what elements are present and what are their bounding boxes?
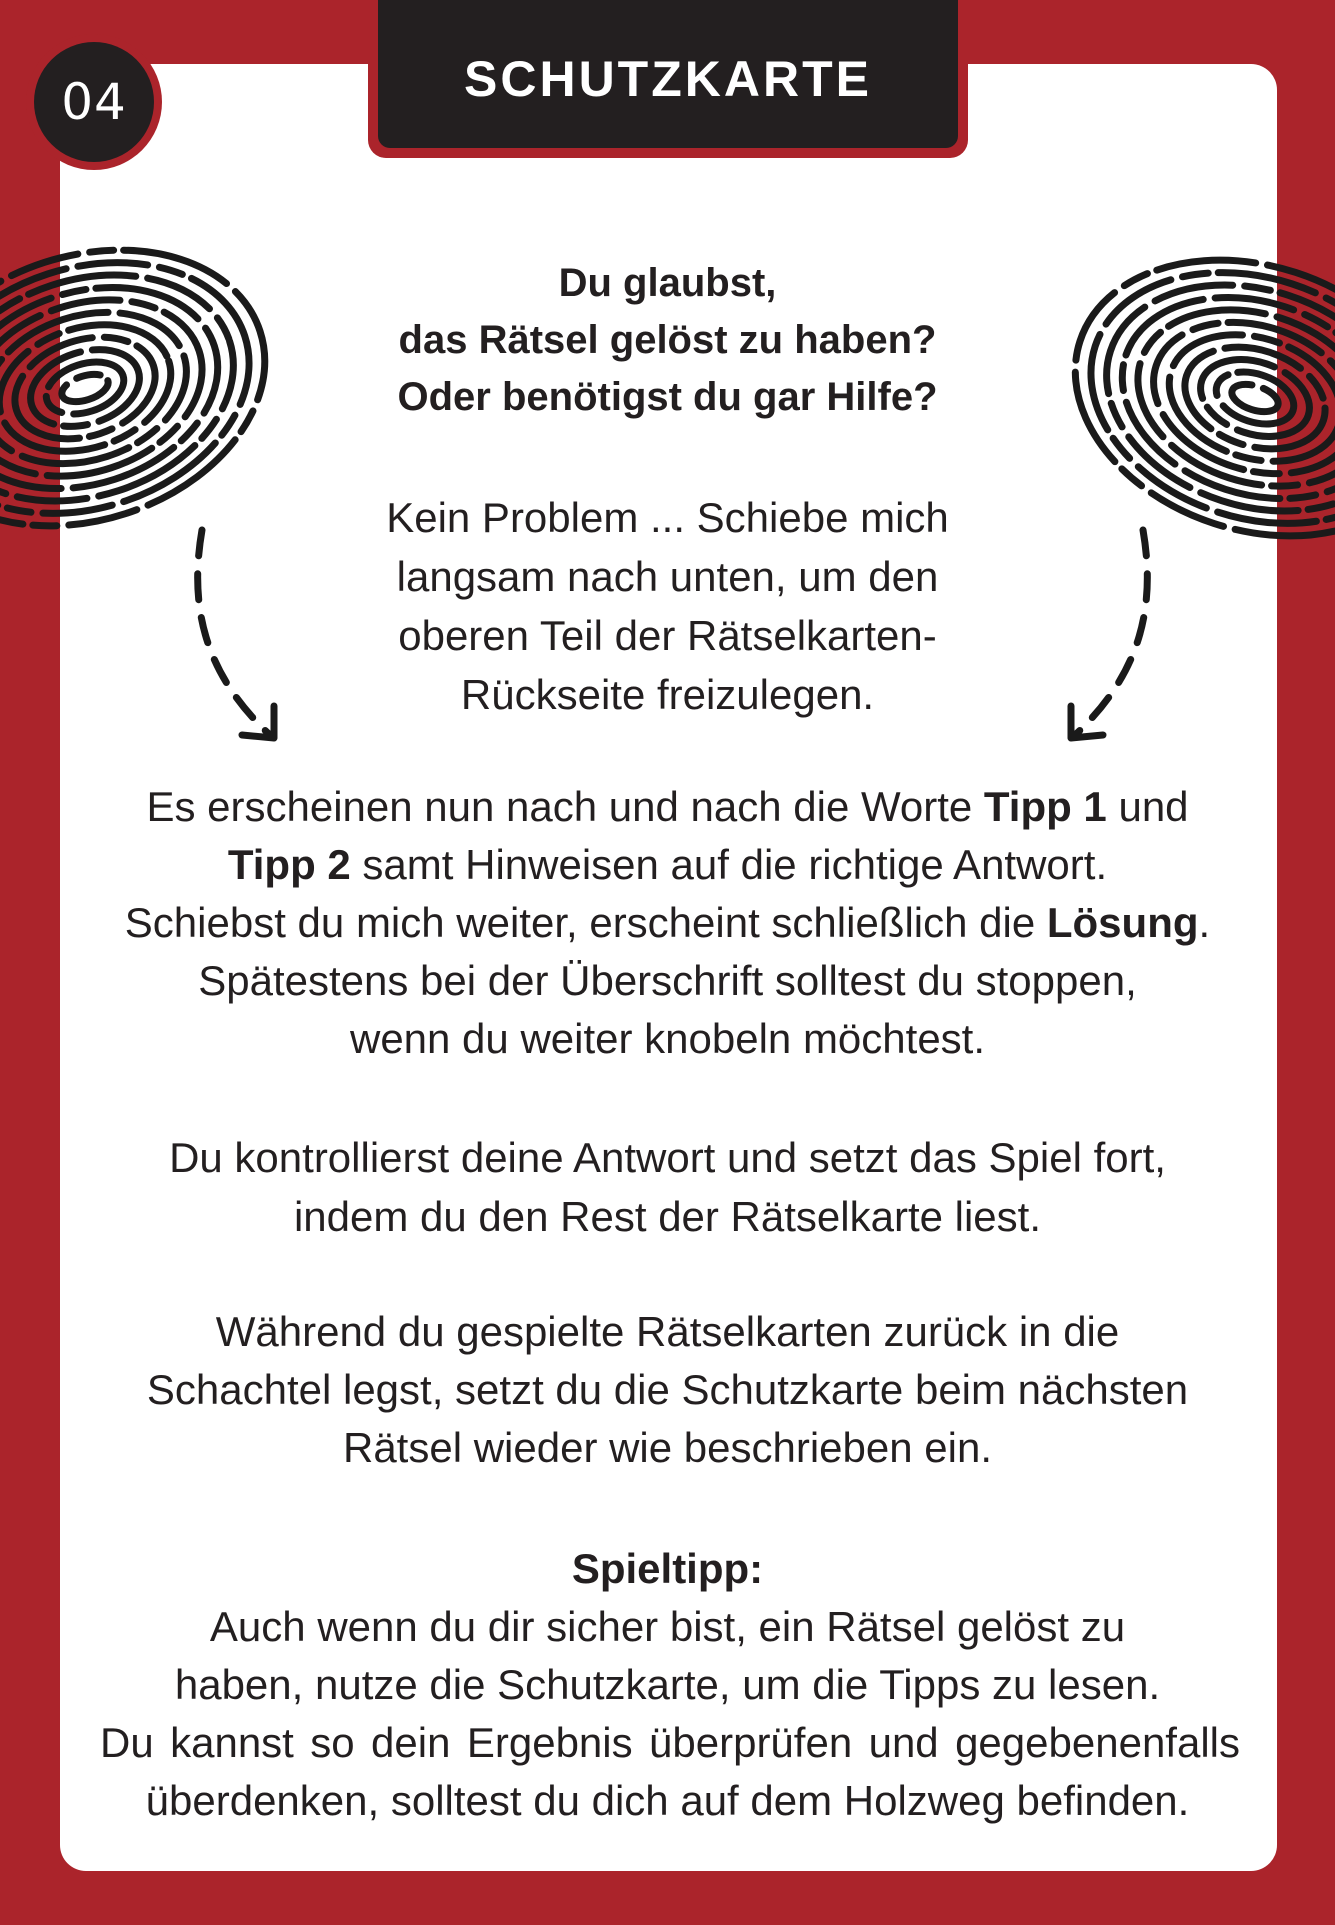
dashed-curved-arrow-icon xyxy=(180,520,290,750)
solution-label: Lösung xyxy=(1046,899,1199,946)
control-paragraph xyxy=(60,1128,1275,1246)
intro-line: langsam nach unten, um den xyxy=(396,553,939,600)
intro-paragraph xyxy=(360,488,975,724)
intro-line: Kein Problem ... Schiebe mich xyxy=(386,494,949,541)
card-number: 04 xyxy=(34,42,154,162)
tip1-label: Tipp 1 xyxy=(983,783,1107,830)
game-tip-heading: Spieltipp: xyxy=(571,1545,764,1592)
question-line: Oder benötigst du gar Hilfe? xyxy=(397,375,938,419)
control-line: Du kontrollierst deine Antwort und setzt das Spiel fort, xyxy=(169,1134,1166,1181)
tips-line: Spätestens bei der Überschrift solltest du stoppen, xyxy=(198,957,1137,1004)
card-title: SCHUTZKARTE xyxy=(464,51,872,107)
question-line: Du glaubst, xyxy=(558,261,777,305)
tips-line xyxy=(60,778,1275,836)
tips-line: wenn du weiter knobeln möchtest. xyxy=(349,1015,986,1062)
tips-paragraph xyxy=(60,778,1275,1068)
tips-text: . xyxy=(1198,899,1211,946)
tips-line xyxy=(60,894,1275,952)
intro-line: oberen Teil der Rätselkarten- xyxy=(398,612,937,659)
question-line: das Rätsel gelöst zu haben? xyxy=(398,318,937,362)
question-heading xyxy=(60,255,1275,426)
intro-line: Rückseite freizulegen. xyxy=(460,671,875,718)
game-tip-paragraph xyxy=(60,1598,1275,1830)
card-number-badge xyxy=(26,34,162,170)
tips-text: Schiebst du mich weiter, erscheint schließlich die xyxy=(124,899,1047,946)
dashed-curved-arrow-icon xyxy=(1055,520,1165,750)
game-tip-line: überdenken, solltest du dich auf dem Holzweg befinden. xyxy=(145,1777,1190,1824)
game-tip-line: haben, nutze die Schutzkarte, um die Tipps zu lesen. xyxy=(174,1661,1161,1708)
return-paragraph xyxy=(60,1303,1275,1477)
return-line: Rätsel wieder wie beschrieben ein. xyxy=(342,1424,992,1471)
tips-text: und xyxy=(1106,783,1189,830)
control-line: indem du den Rest der Rätselkarte liest. xyxy=(293,1193,1042,1240)
tips-text: Es erscheinen nun nach und nach die Worte xyxy=(146,783,984,830)
tips-text: samt Hinweisen auf die richtige Antwort. xyxy=(350,841,1108,888)
return-line: Schachtel legst, setzt du die Schutzkarte beim nächsten xyxy=(146,1366,1189,1413)
return-line: Während du gespielte Rätselkarten zurück in die xyxy=(215,1308,1120,1355)
title-tab xyxy=(368,0,968,158)
tips-line xyxy=(60,836,1275,894)
game-tip-line: Du kannst so dein Ergebnis überprüfen und gegebenenfalls xyxy=(100,1719,1240,1766)
tip2-label: Tipp 2 xyxy=(227,841,351,888)
game-tip-line: Auch wenn du dir sicher bist, ein Rätsel gelöst zu xyxy=(209,1603,1126,1650)
